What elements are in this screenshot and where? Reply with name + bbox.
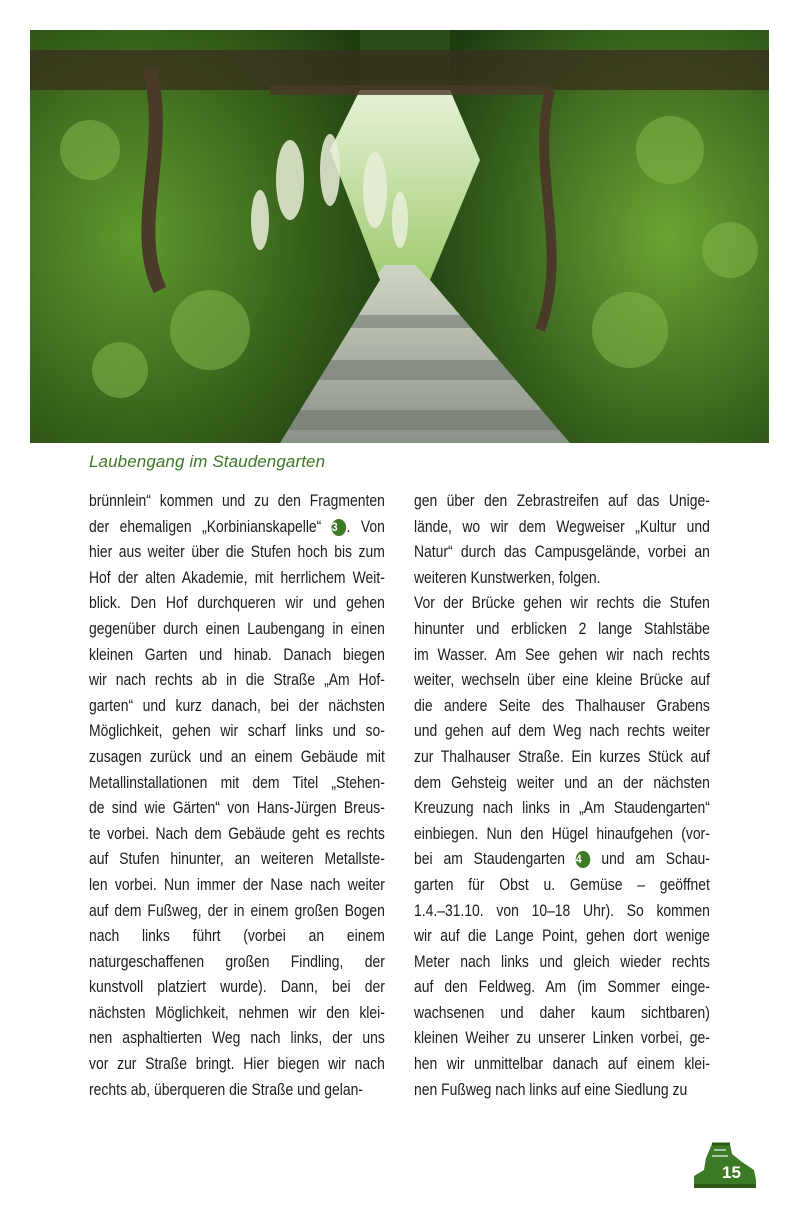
text-line: nen Fußweg nach links auf eine Siedlung zu bbox=[414, 1080, 688, 1099]
text-line: Metallinstallationen mit dem Titel „Stehen- bbox=[89, 773, 385, 792]
page-number: 15 bbox=[722, 1163, 741, 1182]
text-line: im Wasser. Am See gehen wir nach rechts bbox=[414, 645, 710, 664]
text-column-left bbox=[89, 489, 385, 1103]
text-line: die andere Seite des Thalhauser Grabens bbox=[414, 696, 710, 715]
text-line: hen wir unmittelbar danach auf einem klei- bbox=[414, 1055, 710, 1074]
pergola-photo-icon bbox=[30, 30, 769, 443]
text-line: gen über den Zebrastreifen auf das Unige- bbox=[414, 492, 710, 510]
text-line: kleinen Weiher zu unserer Linken vorbei, ge- bbox=[414, 1029, 710, 1048]
text-line: weiter, wechseln über eine kleine Brücke auf bbox=[414, 671, 710, 690]
text-line bbox=[414, 847, 710, 873]
text-line: wachsenen und daher kaum sichtbaren) bbox=[414, 1003, 710, 1022]
text-fragment: und am Schau- bbox=[590, 850, 710, 869]
text-line: Möglichkeit, gehen wir scharf links und so- bbox=[89, 722, 385, 741]
text-line: dem Gehsteig weiter und an der nächsten bbox=[414, 773, 710, 792]
text-line: nach links führt (vorbei an einem bbox=[89, 927, 385, 946]
text-line: Natur“ durch das Campusgelände, vorbei an bbox=[414, 543, 710, 562]
text-line: Vor der Brücke gehen wir rechts die Stufen bbox=[414, 594, 710, 613]
text-line: nen asphaltierten Weg nach links, der uns bbox=[89, 1029, 385, 1048]
text-line: naturgeschaffenen großen Findling, der bbox=[89, 952, 385, 971]
text-line: te vorbei. Nach dem Gebäude geht es rechts bbox=[89, 824, 385, 843]
text-line: zur Thalhauser Straße. Ein kurzes Stück auf bbox=[414, 747, 710, 766]
text-line: kleinen Garten und hinab. Danach biegen bbox=[89, 645, 385, 664]
text-line: garten“ und kurz danach, bei der nächsten bbox=[89, 696, 385, 715]
text-line: rechts ab, überqueren die Straße und gelan- bbox=[89, 1080, 363, 1099]
text-line: brünnlein“ kommen und zu den Fragmenten bbox=[89, 492, 385, 510]
waypoint-badge: 4 bbox=[576, 851, 591, 868]
text-line: auf dem Fußweg, der in einem großen Bogen bbox=[89, 901, 385, 920]
text-line: garten für Obst u. Gemüse – geöffnet bbox=[414, 875, 710, 894]
text-line: hinunter und erblicken 2 lange Stahlstäbe bbox=[414, 619, 710, 638]
text-line: blick. Den Hof durchqueren wir und gehen bbox=[89, 594, 385, 613]
garden-photo bbox=[30, 30, 769, 443]
text-line bbox=[89, 515, 385, 541]
text-column-right bbox=[414, 489, 710, 1103]
text-line: de sind wie Gärten“ von Hans-Jürgen Breus- bbox=[89, 799, 385, 818]
text-line: auf Stufen hinunter, an weiteren Metallste- bbox=[89, 850, 385, 869]
text-fragment: der ehemaligen „Korbinianskapelle“ bbox=[89, 517, 332, 536]
text-line: Meter nach links und gleich wieder rechts bbox=[414, 952, 710, 971]
text-line: 1.4.–31.10. von 10–18 Uhr). So kommen bbox=[414, 901, 710, 920]
text-line: len vorbei. Nun immer der Nase nach weiter bbox=[89, 875, 385, 894]
text-line: Kreuzung nach links in „Am Staudengarten“ bbox=[414, 799, 710, 818]
waypoint-badge: 3 bbox=[332, 519, 347, 536]
text-line: einbiegen. Nun den Hügel hinaufgehen (vor- bbox=[414, 824, 710, 843]
text-line: kunstvoll platziert wurde). Dann, bei der bbox=[89, 978, 385, 997]
text-line: weiteren Kunstwerken, folgen. bbox=[414, 568, 601, 587]
text-line: Hof der alten Akademie, mit herrlichem Weit- bbox=[89, 568, 385, 587]
text-line: auf den Feldweg. Am (im Sommer einge- bbox=[414, 978, 710, 997]
text-line: nächsten Möglichkeit, nehmen wir den klei- bbox=[89, 1003, 385, 1022]
text-line: wir auf die Lange Point, gehen dort wenige bbox=[414, 927, 710, 946]
text-line: und gehen auf dem Weg nach rechts weiter bbox=[414, 722, 710, 741]
text-fragment: bei am Staudengarten bbox=[414, 850, 576, 869]
photo-caption: Laubengang im Staudengarten bbox=[89, 452, 326, 471]
text-line: wir nach rechts ab in die Straße „Am Hof- bbox=[89, 671, 385, 690]
text-fragment: . Von bbox=[346, 517, 385, 536]
text-line: lände, wo wir dem Wegweiser „Kultur und bbox=[414, 517, 710, 536]
text-line: vor zur Straße bringt. Hier biegen wir nach bbox=[89, 1055, 385, 1074]
text-line: zusagen zurück und an einem Gebäude mit bbox=[89, 747, 385, 766]
text-line: hier aus weiter über die Stufen hoch bis zum bbox=[89, 543, 385, 562]
text-line: gegenüber durch einen Laubengang in einen bbox=[89, 619, 385, 638]
